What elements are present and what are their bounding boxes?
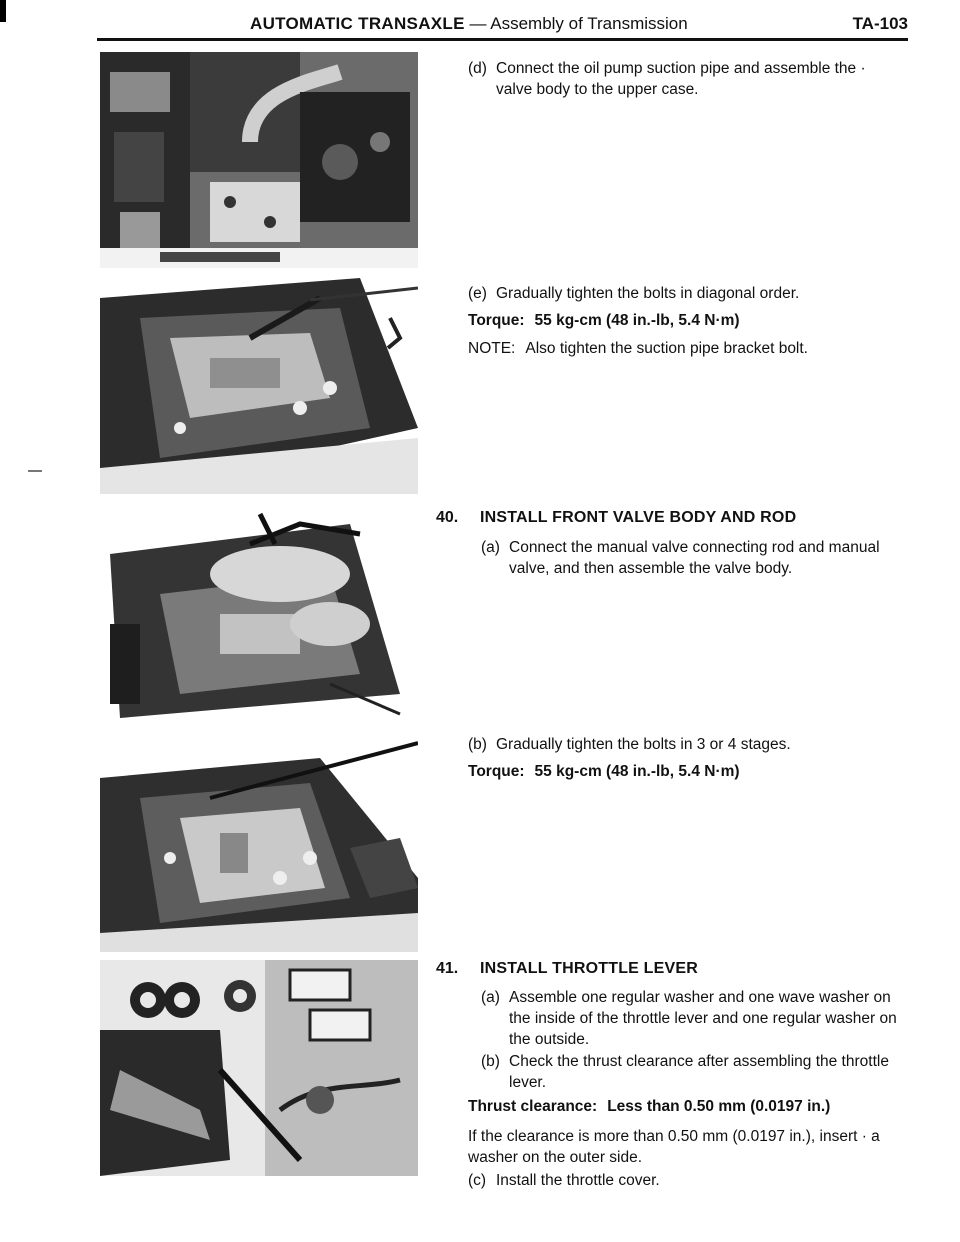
torque-spec-40: Torque: 55 kg-cm (48 in.-lb, 5.4 N·m): [468, 763, 740, 780]
clearance-paragraph: If the clearance is more than 0.50 mm (0.0197 in.), insert · a washer on the outer side.: [468, 1128, 880, 1166]
instruction-label: (b): [481, 1053, 500, 1070]
photo-oil-pump-suction-pipe: [100, 52, 418, 268]
torque-spec-e: Torque: 55 kg-cm (48 in.-lb, 5.4 N·m): [468, 312, 740, 329]
page-corner-mark: [0, 0, 6, 22]
instruction-41a: [481, 987, 911, 1050]
step-heading-41: INSTALL THROTTLE LEVER: [480, 960, 699, 977]
page-number: TA-103: [852, 14, 908, 33]
step-heading-40: INSTALL FRONT VALVE BODY AND ROD: [480, 509, 797, 526]
instruction-text: Connect the oil pump suction pipe and assemble the · valve body to the upper case.: [496, 60, 866, 98]
photo-install-throttle-lever: [100, 960, 418, 1176]
note-e: NOTE: Also tighten the suction pipe bracket bolt.: [468, 340, 808, 357]
thrust-clearance-spec: Thrust clearance: Less than 0.50 mm (0.0197 in.): [468, 1098, 831, 1115]
header-rule: [97, 38, 908, 41]
instruction-41c: [468, 1170, 898, 1191]
photo-install-front-valve-body: [100, 504, 418, 718]
instruction-text: Gradually tighten the bolts in 3 or 4 stages.: [496, 736, 791, 753]
instruction-text: Gradually tighten the bolts in diagonal order.: [496, 285, 800, 302]
instruction-label: (a): [481, 989, 500, 1006]
page-header: [250, 14, 908, 40]
instruction-label: (c): [468, 1172, 487, 1189]
instruction-d: [468, 58, 898, 100]
instruction-text: Install the throttle cover.: [496, 1172, 660, 1189]
instruction-40b: [468, 734, 898, 755]
instruction-text: Connect the manual valve connecting rod and manual valve, and then assemble the valve body.: [509, 539, 880, 577]
instruction-text: Assemble one regular washer and one wave washer on the inside of the throttle lever and one regular washer on the outside.: [509, 989, 897, 1048]
instruction-41b: [481, 1051, 911, 1093]
photo-tighten-valve-body-bolts: [100, 278, 418, 494]
instruction-label: (a): [481, 539, 500, 556]
instruction-label: (e): [468, 285, 487, 302]
instruction-40a: [481, 537, 911, 579]
page-title: AUTOMATIC TRANSAXLE — Assembly of Transmission: [250, 14, 688, 33]
step-number-41: 41.: [436, 960, 459, 977]
instruction-label: (d): [468, 60, 487, 77]
instruction-e: [468, 283, 898, 304]
instruction-label: (b): [468, 736, 487, 753]
photo-tighten-front-valve-body-bolts: [100, 738, 418, 952]
step-number-40: 40.: [436, 509, 459, 526]
instruction-text: Check the thrust clearance after assembling the throttle lever.: [509, 1053, 889, 1091]
margin-mark: [28, 470, 42, 472]
